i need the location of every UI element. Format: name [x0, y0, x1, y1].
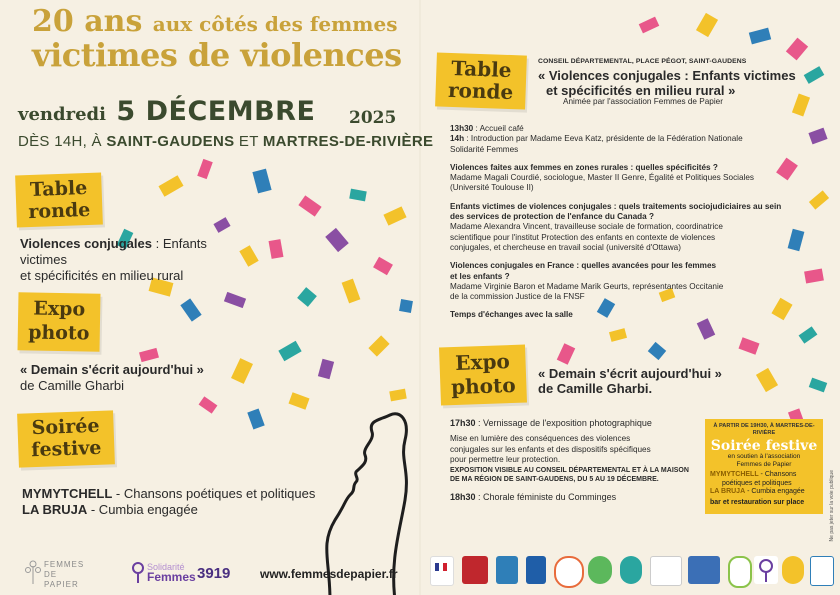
- expo-title-line-1: « Demain s'écrit aujourd'hui »: [538, 366, 722, 381]
- solidarite-line-2: Femmes: [147, 570, 196, 584]
- band-2-name: LA BRUJA: [22, 502, 88, 517]
- partner-logo-5: [554, 556, 584, 588]
- partner-logo-republique: [430, 556, 454, 586]
- section-2: Enfants victimes de violences conjugales : quels traitements sociojudiciaires au sein des services de protection de l'enfance du Canada ? Madame Alexandra Vincent, travailleuse sociale de formation, coordinatrice scientifique pour l'institut Protection des enfants en contexte de violences conjugales, et chercheuse en travail social (université d'Ottawa): [450, 201, 782, 252]
- section-3: Violences conjugales en France : quelles avancées pour les femmes et les enfants ? Madame Virginie Baron et Madame Marik Geurts, représentantes Occitanie de la commission Justice de la FNSF: [450, 261, 724, 302]
- partner-logo-9: [688, 556, 720, 584]
- expo-description: Mise en lumière des conséquences des violences conjugales sur les enfants et des dispositifs spécifiques pour permettre leur protection.: [450, 434, 651, 464]
- title-line-1: [32, 6, 397, 40]
- program-item: 13h30 : Accueil café: [450, 124, 524, 133]
- soiree-festive-box: [705, 419, 823, 514]
- soiree-summary: [22, 486, 352, 518]
- festive-header: À PARTIR DE 19H30, À MARTRES-DE-RIVIÈRE: [713, 423, 815, 436]
- band-2-desc: - Cumbia engagée: [87, 502, 198, 517]
- expo-title: « Demain s'écrit aujourd'hui »: [20, 362, 204, 377]
- venus-icon: [754, 556, 778, 584]
- festive-sub: en soutien à l'association Femmes de Papier: [727, 453, 801, 468]
- section-1: Violences faites aux femmes en zones rurales : quelles spécificités ? Madame Magali Courdié, sociologue, Master II Genre, Égalité et Politiques Sociales (Université Toulouse II): [450, 162, 755, 193]
- tag-expo-photo-right: [439, 345, 527, 406]
- table-ronde-title: [538, 68, 828, 98]
- partner-logo-12: [782, 556, 804, 584]
- expo-visible: EXPOSITION VISIBLE AU CONSEIL DÉPARTEMENTAL ET À LA MAISON DE MA RÉGION DE SAINT-GAUDENS, DU 5 AU 19 DÉCEMBRE.: [450, 467, 689, 484]
- place-prefix: DÈS 14H, À: [18, 133, 102, 150]
- table-ronde-summary: [20, 236, 250, 284]
- partner-logo-6: [588, 556, 612, 584]
- tag-table-ronde: [15, 173, 103, 228]
- program-block: [450, 124, 790, 321]
- summary-bold: Violences conjugales: [20, 236, 152, 251]
- expo-author: de Camille Gharbi: [20, 378, 125, 393]
- tag-line-1: Table: [450, 55, 512, 83]
- tree-icon: [24, 558, 42, 584]
- chorale: 18h30 : Chorale féministe du Comminges: [450, 492, 617, 503]
- vernissage: 17h30 : Vernissage de l'exposition photographique: [450, 418, 652, 428]
- band-1-name: MYMYTCHELL: [22, 486, 113, 501]
- festive-band-1: MYMYTCHELL - Chansons poétiques et politiques: [710, 471, 797, 487]
- website-link[interactable]: www.femmesdepapier.fr: [260, 567, 398, 581]
- partner-logo-11: [754, 556, 778, 584]
- weekday: vendredi: [18, 104, 106, 125]
- partner-logo-7: [620, 556, 642, 584]
- event-date: [18, 96, 315, 127]
- festive-band-2: LA BRUJA - Cumbia engagée: [710, 488, 805, 495]
- flag-icon: [431, 557, 453, 585]
- number-3919: 3919: [197, 565, 231, 582]
- partner-logo-10: [728, 556, 752, 588]
- festive-title: Soirée festive: [710, 438, 818, 454]
- tag-line-1: Table: [29, 177, 88, 201]
- program-item: 14h : Introduction par Madame Eeva Katz, présidente de la Fédération Nationale: [450, 134, 743, 144]
- tag-line-1: Soirée: [31, 414, 100, 440]
- solidarite-line-1: Solidarité: [147, 562, 185, 572]
- expo-title-line-2: de Camille Gharbi.: [538, 381, 653, 396]
- partner-logos: [430, 556, 834, 590]
- place-city-2: MARTRES-DE-RIVIÈRE: [262, 133, 434, 150]
- partner-logo-occitanie: [462, 556, 488, 584]
- tag-line-2: festive: [30, 436, 102, 462]
- expo-details: [450, 418, 700, 502]
- logo-femmes-de-papier: [24, 558, 94, 588]
- solidarite-symbol-icon: [131, 562, 145, 584]
- partner-logo-haute-garonne: [496, 556, 518, 584]
- partner-logo-4: [526, 556, 546, 584]
- tag-line-2: ronde: [447, 77, 514, 105]
- partner-logo-8: [650, 556, 682, 586]
- summary-line-2: et spécificités en milieu rural: [20, 268, 184, 283]
- logo-line-1: FEMMES: [44, 560, 85, 569]
- logo-solidarite-femmes: [131, 562, 241, 586]
- table-ronde-location: CONSEIL DÉPARTEMENTAL, PLACE PÉGOT, SAINT-GAUDENS: [538, 58, 747, 65]
- logo-line-2: DE PAPIER: [44, 570, 79, 589]
- summary-rest: : Enfants victimes: [20, 236, 207, 267]
- place-city-1: SAINT-GAUDENS: [106, 133, 235, 150]
- title-line-1: « Violences conjugales : Enfants victimes: [538, 68, 796, 83]
- tag-line-2: photo: [27, 321, 90, 345]
- band-1-desc: - Chansons poétiques et politiques: [112, 486, 316, 501]
- tag-line-2: photo: [450, 372, 517, 400]
- event-year: 2025: [349, 108, 397, 128]
- title-years: 20 ans: [32, 4, 143, 39]
- event-place: [18, 133, 433, 150]
- tag-line-1: Expo: [454, 349, 511, 375]
- day-month: 5 DÉCEMBRE: [116, 96, 316, 127]
- tag-line-1: Expo: [33, 297, 86, 321]
- festive-bar: bar et restauration sur place: [710, 498, 805, 506]
- program-item: Solidarité Femmes: [450, 144, 519, 154]
- expo-title-right: [538, 366, 758, 396]
- tag-soiree-festive: [17, 410, 115, 467]
- tag-expo-photo: [18, 292, 101, 351]
- vertical-note: Ne pas jeter sur la voie publique: [829, 470, 835, 542]
- title-line-2: et spécificités en milieu rural »: [546, 83, 736, 98]
- closing: Temps d'échanges avec la salle: [450, 310, 573, 320]
- tag-line-2: ronde: [28, 198, 91, 224]
- animee-par: Animée par l'association Femmes de Papier: [563, 97, 723, 106]
- title-prefix-rest: aux côtés des femmes: [152, 12, 398, 36]
- tag-table-ronde-right: [435, 52, 527, 109]
- title-line-2: victimes de violences: [32, 36, 402, 74]
- partner-logo-13: [810, 556, 834, 586]
- expo-summary: [20, 362, 250, 394]
- place-and: ET: [238, 133, 259, 150]
